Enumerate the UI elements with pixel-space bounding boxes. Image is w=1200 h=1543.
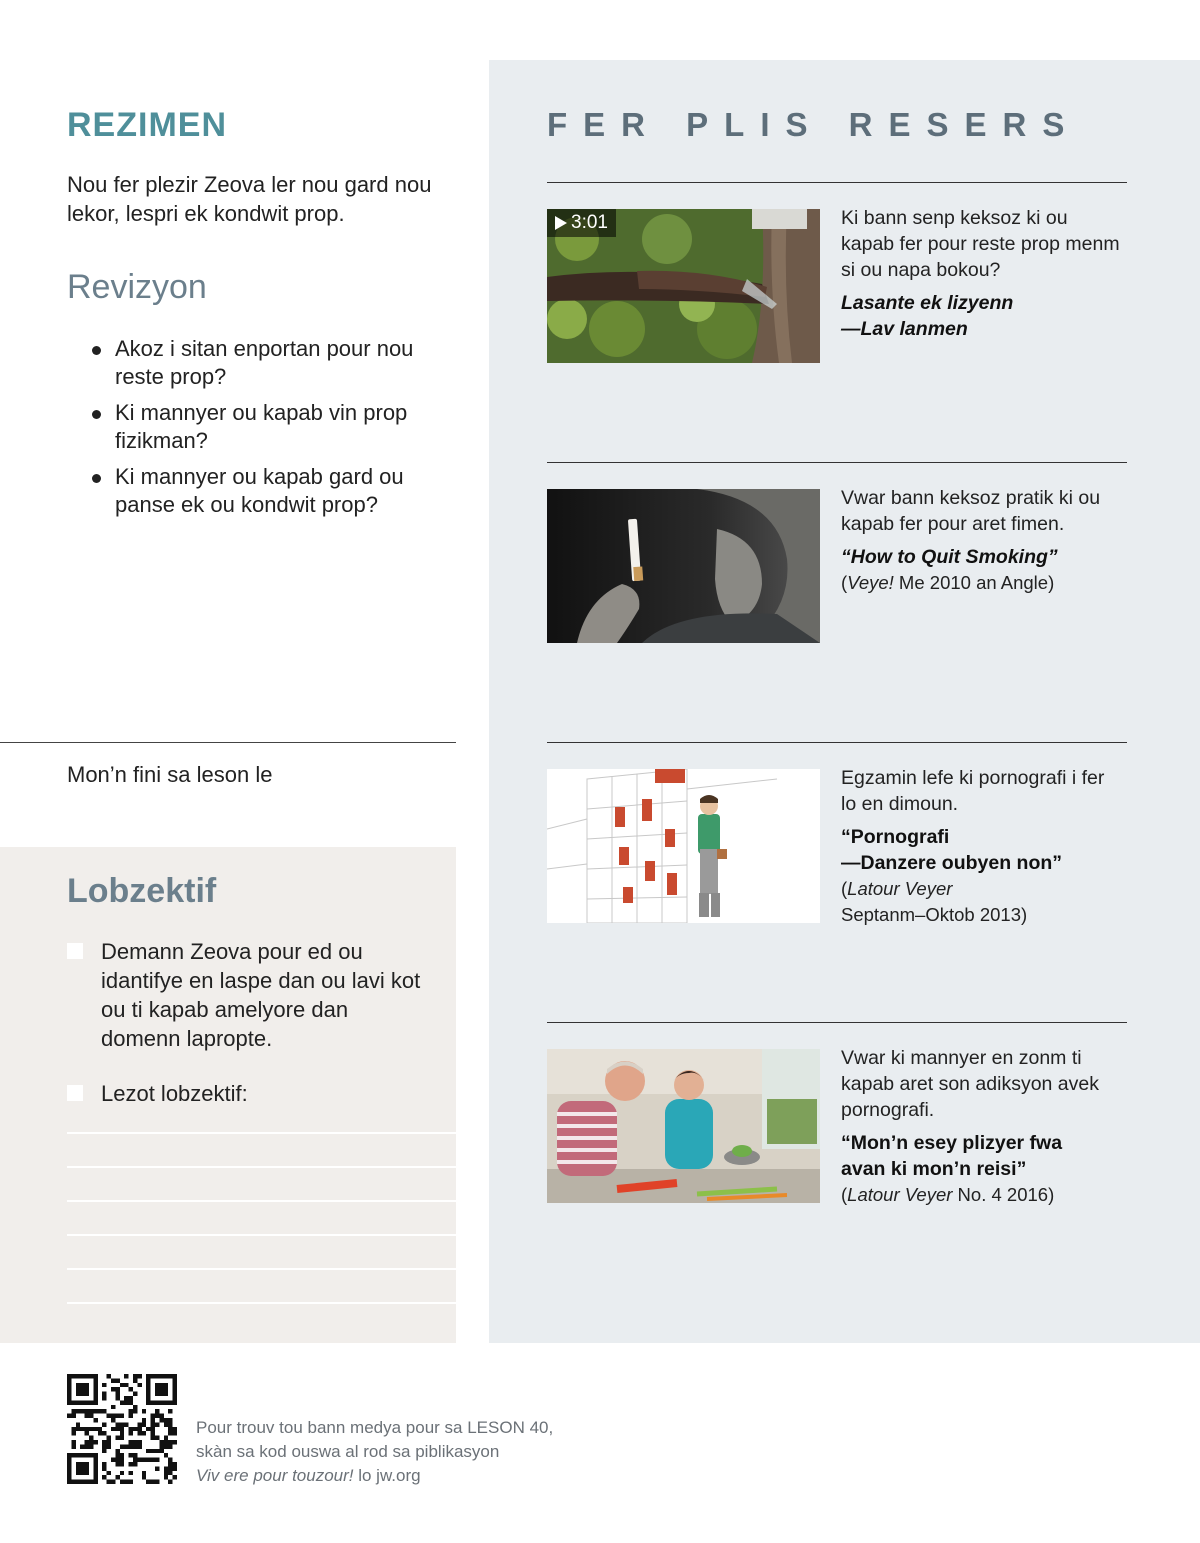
bullet-icon bbox=[92, 474, 101, 483]
card-divider bbox=[547, 742, 1127, 743]
summary-text: Nou fer plezir Zeova ler nou gard nou lekor, lespri ek kondwit prop. bbox=[67, 172, 432, 226]
goal-item-label: Demann Zeova pour ed ou idantifye en laspe dan ou lavi kot ou ti kapab amelyore dan domenn lapropte. bbox=[101, 939, 421, 1051]
play-icon bbox=[555, 216, 567, 230]
writing-line[interactable] bbox=[67, 1234, 456, 1236]
cigarette-photo bbox=[547, 489, 820, 643]
card-divider bbox=[547, 182, 1127, 183]
summary-heading: REZIMEN bbox=[67, 106, 227, 144]
qr-code-icon bbox=[67, 1374, 177, 1484]
footer-text: Pour trouv tou bann medya pour sa LESON 40, skàn sa kod ouswa al rod sa piblikasyon Viv ere pour touzour! lo jw.org bbox=[196, 1418, 554, 1485]
article-thumbnail[interactable] bbox=[547, 1049, 820, 1203]
card-text bbox=[841, 765, 1121, 928]
more-research-heading: FER PLIS RESERS bbox=[547, 106, 1081, 143]
card-text bbox=[841, 205, 1121, 342]
goal-item bbox=[67, 937, 427, 1053]
review-question: Ki mannyer ou kapab vin prop fizikman? bbox=[92, 399, 452, 455]
video-thumbnail[interactable] bbox=[547, 209, 820, 363]
card-title[interactable]: Lasante ek lizyenn —Lav lanmen bbox=[841, 292, 1014, 340]
card-title[interactable]: “Mon’n esey plizyer fwa avan ki mon’n reisi” bbox=[841, 1132, 1063, 1180]
goal-heading: Lobzektif bbox=[67, 872, 217, 910]
article-thumbnail[interactable] bbox=[547, 489, 820, 643]
qr-code[interactable] bbox=[67, 1374, 177, 1484]
divider bbox=[0, 742, 456, 743]
review-questions bbox=[92, 335, 452, 527]
card-title[interactable]: “Pornografi —Danzere oubyen non” bbox=[841, 826, 1063, 874]
writing-line[interactable] bbox=[67, 1200, 456, 1202]
review-heading: Revizyon bbox=[67, 268, 207, 306]
video-duration-badge: 3:01 bbox=[547, 209, 616, 237]
review-question: Ki mannyer ou kapab gard ou panse ek ou kondwit prop? bbox=[92, 463, 452, 519]
article-thumbnail[interactable] bbox=[547, 769, 820, 923]
review-question: Akoz i sitan enportan pour nou reste prop? bbox=[92, 335, 452, 391]
card-description: Ki bann senp keksoz ki ou kapab fer pour reste prop menm si ou napa bokou? bbox=[841, 207, 1120, 281]
card-source: (Veye! Me 2010 an Angle) bbox=[841, 572, 1055, 593]
couple-in-kitchen-photo bbox=[547, 1049, 820, 1203]
goal-item-label: Lezot lobzektif: bbox=[101, 1081, 248, 1106]
card-source: (Latour Veyer Septanm–Oktob 2013) bbox=[841, 878, 1028, 925]
writing-line[interactable] bbox=[67, 1132, 456, 1134]
card-source: (Latour Veyer No. 4 2016) bbox=[841, 1184, 1055, 1205]
card-text bbox=[841, 485, 1121, 596]
goal-checkbox[interactable] bbox=[67, 943, 83, 959]
writing-line[interactable] bbox=[67, 1268, 456, 1270]
card-description: Vwar bann keksoz pratik ki ou kapab fer pour aret fimen. bbox=[841, 487, 1101, 535]
card-text bbox=[841, 1045, 1121, 1208]
card-description: Egzamin lefe ki pornografi i fer lo en dimoun. bbox=[841, 767, 1105, 815]
card-title[interactable]: “How to Quit Smoking” bbox=[841, 546, 1058, 568]
bullet-icon bbox=[92, 410, 101, 419]
writing-line[interactable] bbox=[67, 1302, 456, 1304]
card-divider bbox=[547, 462, 1127, 463]
card-divider bbox=[547, 1022, 1127, 1023]
lesson-finished-label: Mon’n fini sa leson le bbox=[67, 762, 273, 787]
card-description: Vwar ki mannyer en zonm ti kapab aret son adiksyon avek pornografi. bbox=[841, 1047, 1099, 1121]
goal-checkbox[interactable] bbox=[67, 1085, 83, 1101]
writing-line[interactable] bbox=[67, 1166, 456, 1168]
goal-item bbox=[67, 1079, 427, 1108]
man-with-phone-illustration bbox=[547, 769, 820, 923]
bullet-icon bbox=[92, 346, 101, 355]
